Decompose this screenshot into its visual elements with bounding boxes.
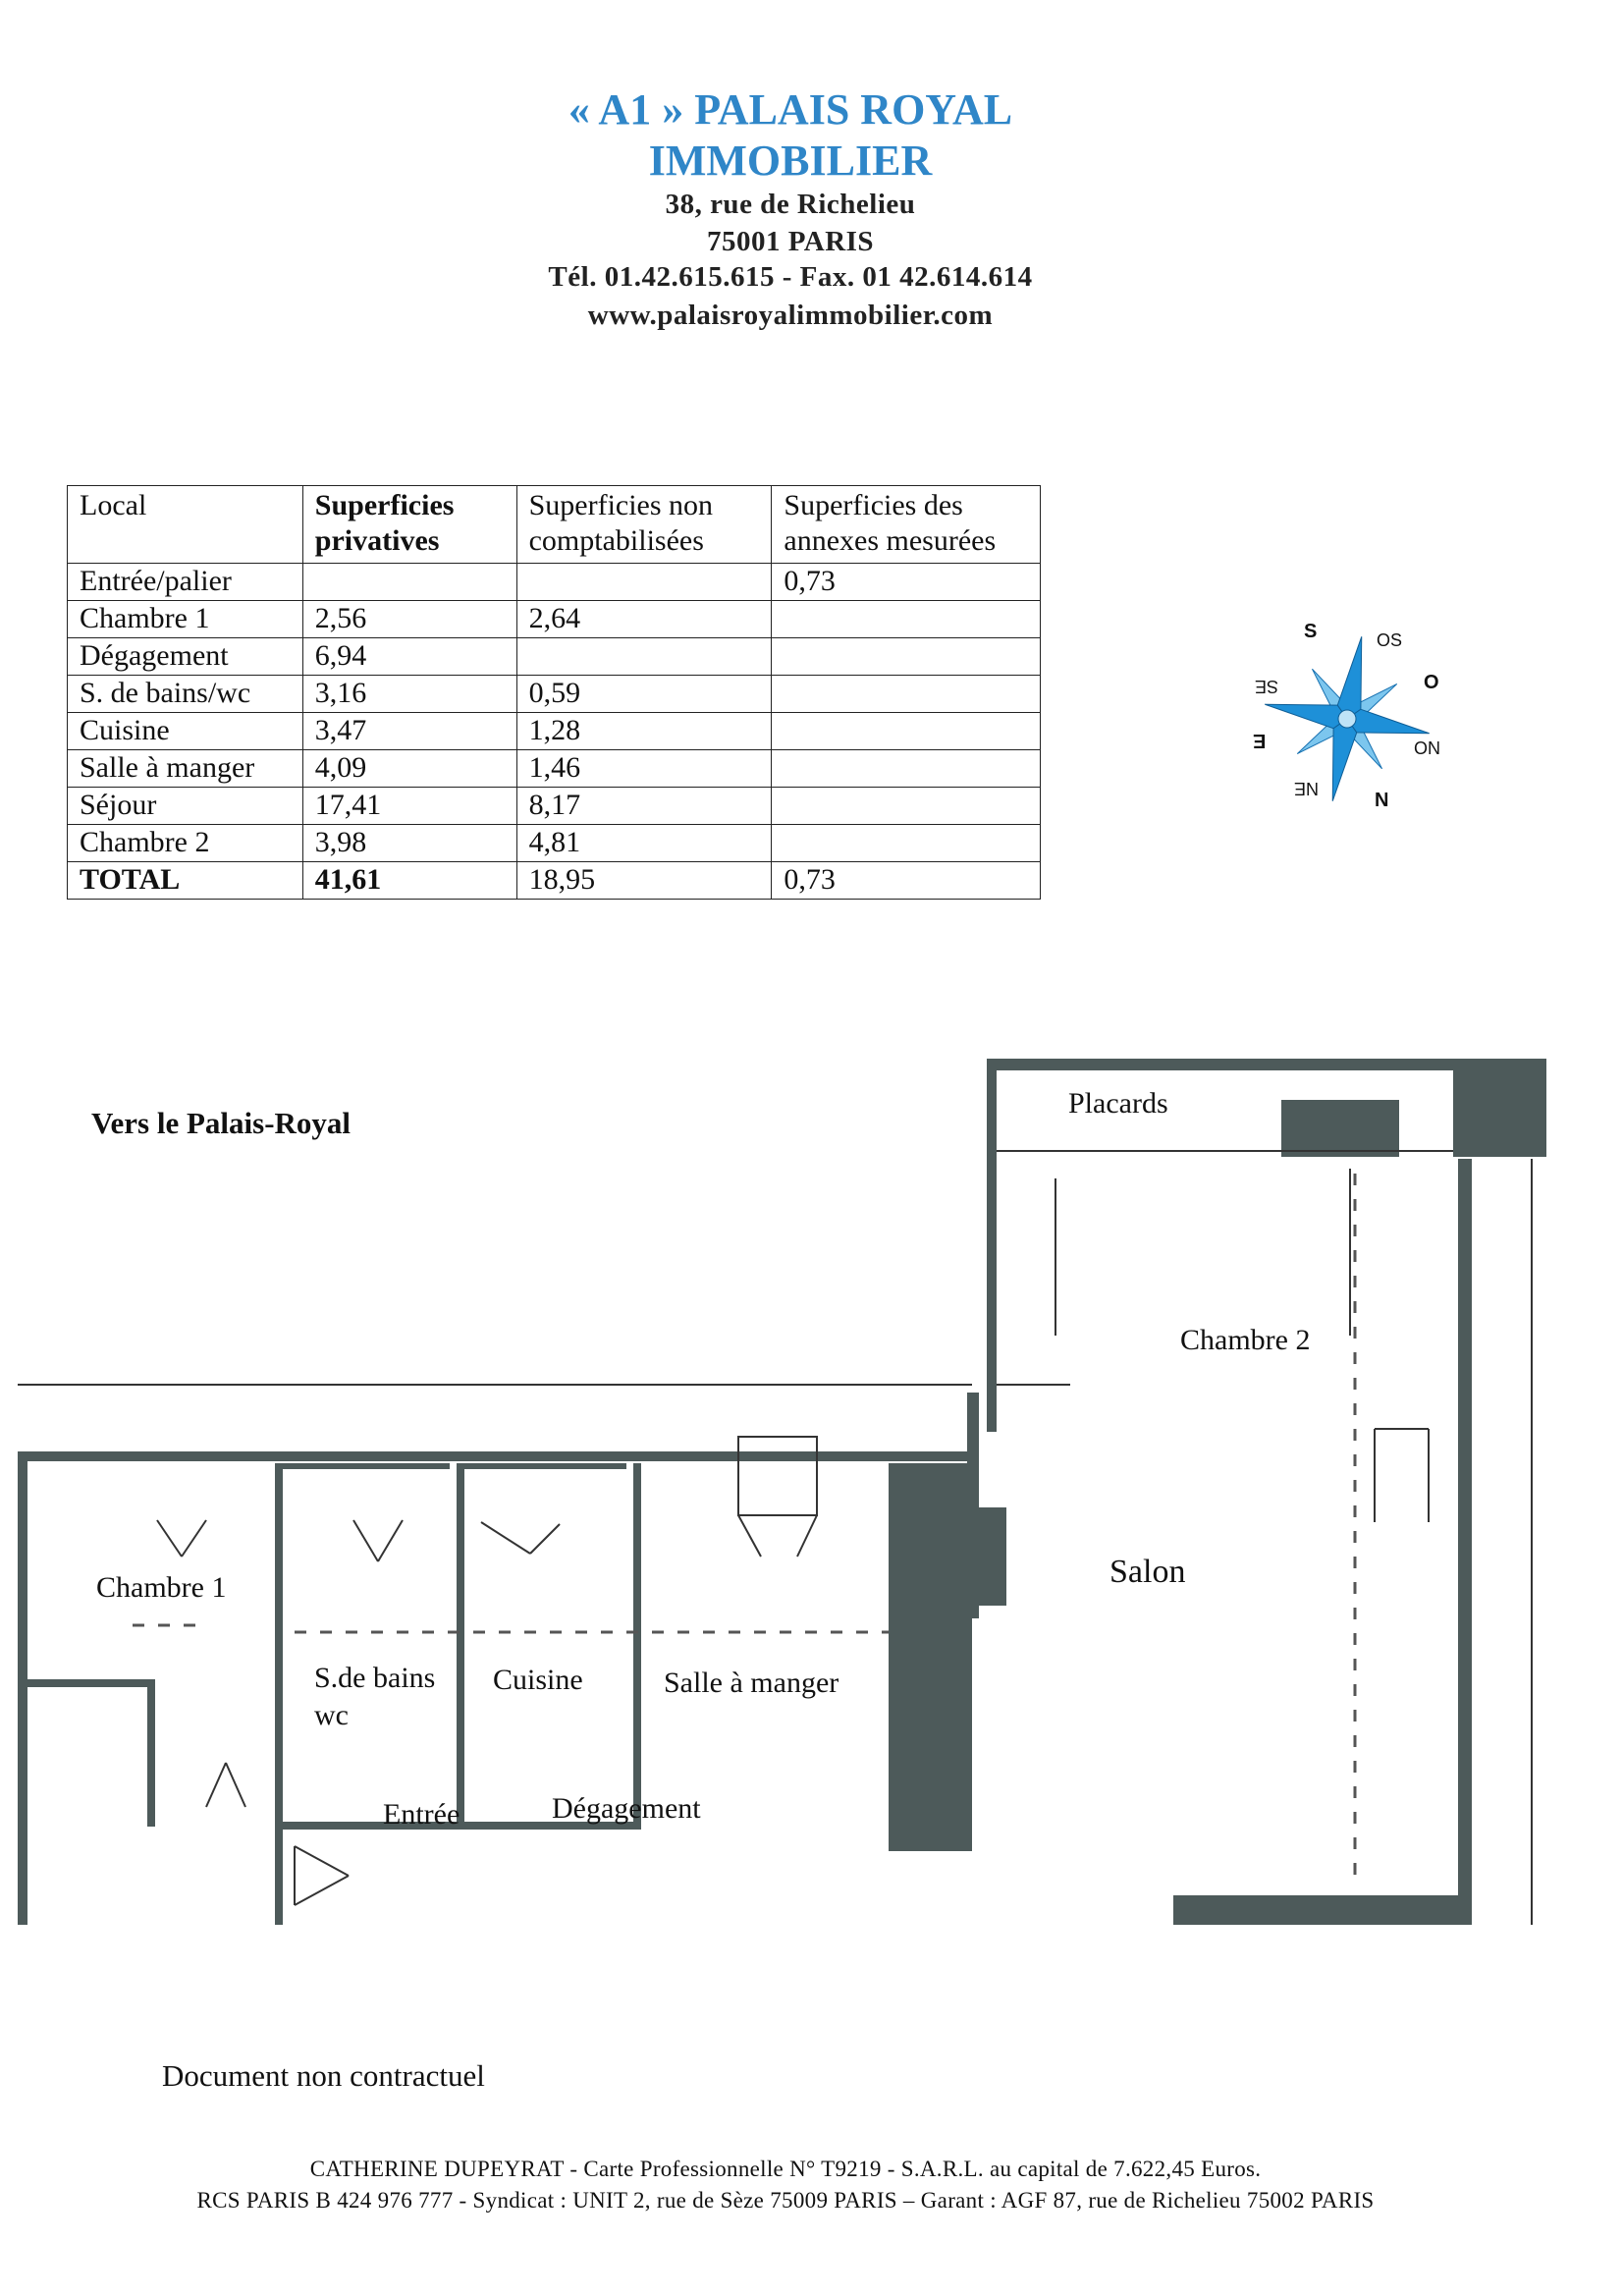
table-cell [772, 676, 1041, 713]
total-private: 41,61 [302, 862, 516, 900]
table-cell: 2,56 [302, 601, 516, 638]
compass-rose [1237, 609, 1453, 825]
room-label-degagement: Dégagement [552, 1792, 701, 1825]
room-label-salon: Salon [1109, 1554, 1186, 1590]
table-header-row [68, 486, 1041, 564]
table-cell [516, 638, 772, 676]
room-label-sdb: S.de bains [314, 1662, 436, 1694]
room-label-entree: Entrée [383, 1798, 460, 1831]
compass-label-o: O [1424, 672, 1439, 693]
table-cell: Chambre 1 [68, 601, 303, 638]
table-cell: 3,98 [302, 825, 516, 862]
header-private-area: Superficies privatives [302, 486, 516, 564]
compass-star-icon [1237, 609, 1453, 825]
table-cell: Dégagement [68, 638, 303, 676]
header-local: Local [68, 486, 303, 564]
company-address: 38, rue de Richelieu [665, 189, 916, 220]
floor-plan [0, 1041, 1623, 1925]
total-annex: 0,73 [772, 862, 1041, 900]
table-cell [516, 564, 772, 601]
table-cell: 1,46 [516, 750, 772, 788]
direction-label: Vers le Palais-Royal [91, 1106, 352, 1140]
compass-label-no: NO [1414, 738, 1440, 757]
room-label-placards: Placards [1068, 1087, 1168, 1120]
company-name-line1: « A1 » PALAIS ROYAL [568, 85, 1013, 134]
surface-table [67, 485, 1041, 900]
table-cell [772, 638, 1041, 676]
table-row [68, 750, 1041, 788]
table-row [68, 825, 1041, 862]
table-cell: 4,81 [516, 825, 772, 862]
table-cell [772, 825, 1041, 862]
table-row [68, 564, 1041, 601]
header-uncounted-area: Superficies non comptabilisées [516, 486, 772, 564]
compass-label-ne: NE [1294, 779, 1320, 798]
table-cell: Chambre 2 [68, 825, 303, 862]
table-cell [772, 788, 1041, 825]
compass-label-so: OS [1377, 630, 1403, 650]
table-cell: 0,73 [772, 564, 1041, 601]
table-cell: 3,16 [302, 676, 516, 713]
table-cell [772, 713, 1041, 750]
table-cell: 1,28 [516, 713, 772, 750]
company-city: 75001 PARIS [706, 226, 875, 257]
room-label-salle-manger: Salle à manger [664, 1667, 839, 1699]
table-cell: Cuisine [68, 713, 303, 750]
table-cell [302, 564, 516, 601]
total-label: TOTAL [68, 862, 303, 900]
table-row [68, 638, 1041, 676]
footer-line2: RCS PARIS B 424 976 777 - Syndicat : UNIT 2, rue de Sèze 75009 PARIS – Garant : AGF 87, rue de Richelieu 75002 PARIS [196, 2188, 1375, 2213]
compass-label-e: E [1253, 730, 1267, 751]
table-total-row [68, 862, 1041, 900]
plan-dashed-lines [133, 1174, 1355, 1886]
table-cell: 0,59 [516, 676, 772, 713]
table-cell [772, 601, 1041, 638]
table-cell: Séjour [68, 788, 303, 825]
compass-label-s: S [1304, 621, 1318, 642]
footer-line1: CATHERINE DUPEYRAT - Carte Professionnelle N° T9219 - S.A.R.L. au capital de 7.622,45 Euros. [309, 2157, 1262, 2181]
table-row [68, 788, 1041, 825]
company-phone: Tél. 01.42.615.615 - Fax. 01 42.614.614 [548, 261, 1033, 293]
company-website: www.palaisroyalimmobilier.com [587, 300, 994, 331]
room-label-chambre2: Chambre 2 [1180, 1324, 1311, 1356]
total-uncounted: 18,95 [516, 862, 772, 900]
table-cell: 8,17 [516, 788, 772, 825]
plan-thin-lines [18, 1151, 1546, 1925]
company-name-line2: IMMOBILIER [648, 137, 933, 185]
room-label-cuisine: Cuisine [493, 1664, 583, 1696]
table-row [68, 601, 1041, 638]
table-cell [772, 750, 1041, 788]
disclaimer-note: Document non contractuel [162, 2058, 485, 2093]
table-cell: 6,94 [302, 638, 516, 676]
table-row [68, 713, 1041, 750]
table-row [68, 676, 1041, 713]
table-cell: 4,09 [302, 750, 516, 788]
header-annex-area: Superficies des annexes mesurées [772, 486, 1041, 564]
table-cell: Entrée/palier [68, 564, 303, 601]
table-cell: Salle à manger [68, 750, 303, 788]
table-cell: 17,41 [302, 788, 516, 825]
table-cell: 3,47 [302, 713, 516, 750]
compass-label-se: SE [1255, 677, 1279, 696]
table-cell: S. de bains/wc [68, 676, 303, 713]
room-label-chambre1: Chambre 1 [96, 1571, 227, 1604]
compass-label-n: N [1375, 790, 1389, 811]
room-label-wc: wc [314, 1699, 349, 1731]
table-cell: 2,64 [516, 601, 772, 638]
plan-walls [18, 1059, 1546, 1925]
